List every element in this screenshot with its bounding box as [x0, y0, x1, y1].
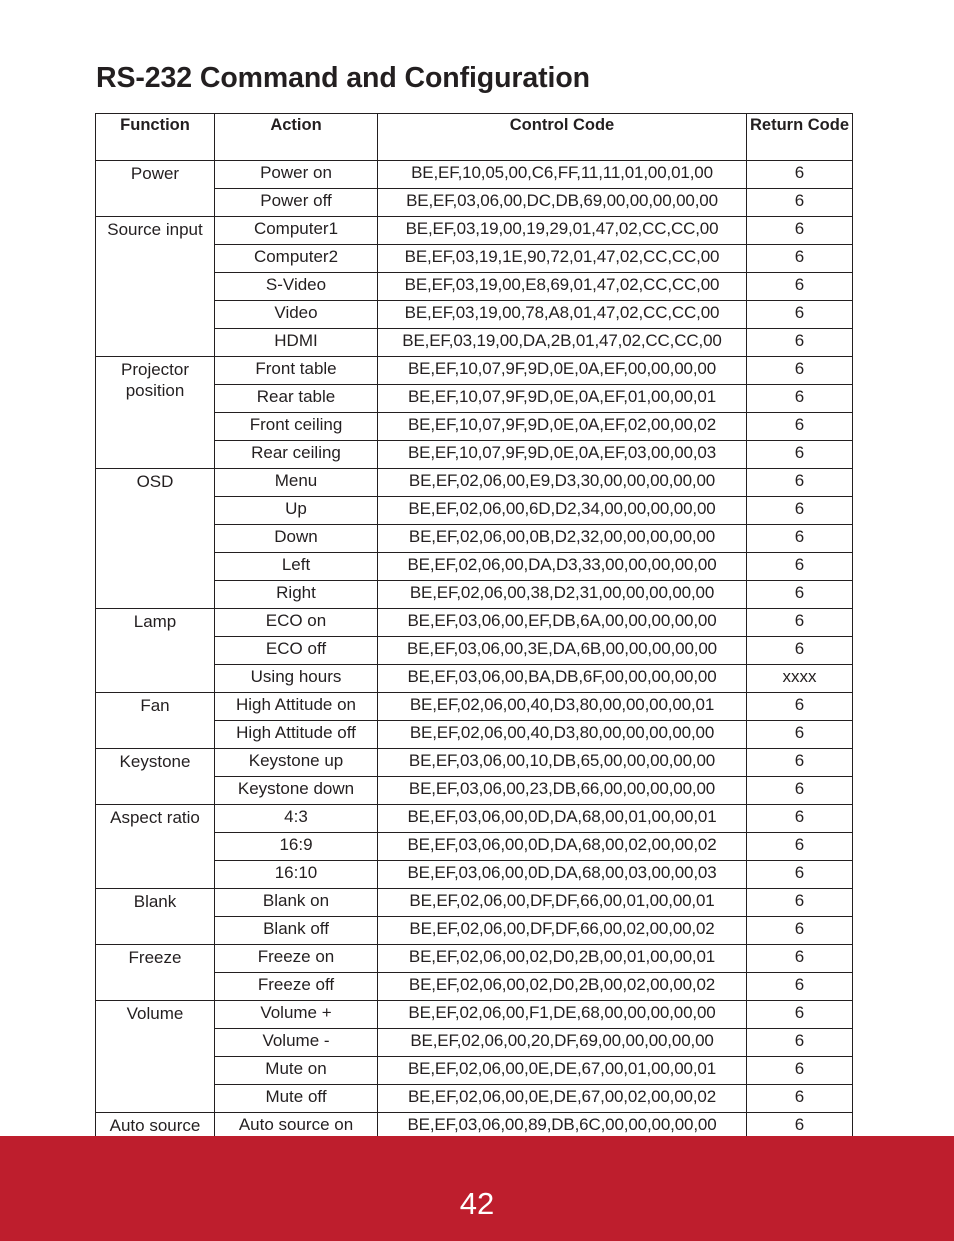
action-cell: Volume - [215, 1029, 378, 1057]
return-code-cell: 6 [747, 917, 853, 945]
action-cell: Freeze off [215, 973, 378, 1001]
control-code-cell: BE,EF,02,06,00,0E,DE,67,00,02,00,00,02 [378, 1085, 747, 1113]
function-cell: Aspect ratio [96, 805, 215, 889]
action-cell: ECO on [215, 609, 378, 637]
return-code-cell: 6 [747, 1001, 853, 1029]
action-cell: Power on [215, 161, 378, 189]
control-code-cell: BE,EF,03,06,00,0D,DA,68,00,03,00,00,03 [378, 861, 747, 889]
function-cell: Fan [96, 693, 215, 749]
control-code-cell: BE,EF,03,06,00,3E,DA,6B,00,00,00,00,00 [378, 637, 747, 665]
function-cell: Keystone [96, 749, 215, 805]
action-cell: ECO off [215, 637, 378, 665]
table-row [96, 805, 853, 833]
action-cell: Rear ceiling [215, 441, 378, 469]
function-cell: OSD [96, 469, 215, 609]
return-code-cell: 6 [747, 777, 853, 805]
action-cell: 16:9 [215, 833, 378, 861]
control-code-cell: BE,EF,10,07,9F,9D,0E,0A,EF,03,00,00,03 [378, 441, 747, 469]
table-row [96, 161, 853, 189]
action-cell: Up [215, 497, 378, 525]
return-code-cell: 6 [747, 525, 853, 553]
action-cell: Video [215, 301, 378, 329]
function-cell: Projector position [96, 357, 215, 469]
return-code-cell: xxxx [747, 665, 853, 693]
action-cell: Front table [215, 357, 378, 385]
action-cell: Rear table [215, 385, 378, 413]
action-cell: Mute on [215, 1057, 378, 1085]
return-code-cell: 6 [747, 581, 853, 609]
control-code-cell: BE,EF,02,06,00,DA,D3,33,00,00,00,00,00 [378, 553, 747, 581]
function-cell: Power [96, 161, 215, 217]
return-code-cell: 6 [747, 805, 853, 833]
return-code-cell: 6 [747, 721, 853, 749]
control-code-cell: BE,EF,03,19,1E,90,72,01,47,02,CC,CC,00 [378, 245, 747, 273]
action-cell: Auto source on [215, 1113, 378, 1141]
return-code-cell: 6 [747, 833, 853, 861]
control-code-cell: BE,EF,03,06,00,10,DB,65,00,00,00,00,00 [378, 749, 747, 777]
return-code-cell: 6 [747, 1113, 853, 1141]
return-code-cell: 6 [747, 553, 853, 581]
control-code-cell: BE,EF,03,06,00,89,DB,6C,00,00,00,00,00 [378, 1113, 747, 1141]
control-code-cell: BE,EF,03,06,00,DC,DB,69,00,00,00,00,00 [378, 189, 747, 217]
control-code-cell: BE,EF,10,07,9F,9D,0E,0A,EF,00,00,00,00 [378, 357, 747, 385]
return-code-cell: 6 [747, 385, 853, 413]
function-cell: Freeze [96, 945, 215, 1001]
header-function: Function [96, 114, 215, 161]
table-row [96, 749, 853, 777]
return-code-cell: 6 [747, 609, 853, 637]
return-code-cell: 6 [747, 273, 853, 301]
control-code-cell: BE,EF,10,05,00,C6,FF,11,11,01,00,01,00 [378, 161, 747, 189]
action-cell: Mute off [215, 1085, 378, 1113]
action-cell: Blank off [215, 917, 378, 945]
action-cell: Keystone up [215, 749, 378, 777]
return-code-cell: 6 [747, 469, 853, 497]
rs232-command-table [95, 113, 853, 1197]
return-code-cell: 6 [747, 637, 853, 665]
action-cell: Computer2 [215, 245, 378, 273]
table-body [96, 161, 853, 1197]
return-code-cell: 6 [747, 693, 853, 721]
action-cell: S-Video [215, 273, 378, 301]
return-code-cell: 6 [747, 1057, 853, 1085]
page-number: 42 [459, 1186, 495, 1221]
header-action: Action [215, 114, 378, 161]
action-cell: Power off [215, 189, 378, 217]
page-title: RS-232 Command and Configuration [96, 62, 590, 94]
action-cell: High Attitude off [215, 721, 378, 749]
return-code-cell: 6 [747, 301, 853, 329]
control-code-cell: BE,EF,10,07,9F,9D,0E,0A,EF,02,00,00,02 [378, 413, 747, 441]
action-cell: Front ceiling [215, 413, 378, 441]
table-row [96, 945, 853, 973]
action-cell: HDMI [215, 329, 378, 357]
table-row [96, 609, 853, 637]
control-code-cell: BE,EF,03,19,00,E8,69,01,47,02,CC,CC,00 [378, 273, 747, 301]
action-cell: Blank on [215, 889, 378, 917]
control-code-cell: BE,EF,10,07,9F,9D,0E,0A,EF,01,00,00,01 [378, 385, 747, 413]
action-cell: Right [215, 581, 378, 609]
return-code-cell: 6 [747, 245, 853, 273]
control-code-cell: BE,EF,03,06,00,EF,DB,6A,00,00,00,00,00 [378, 609, 747, 637]
return-code-cell: 6 [747, 329, 853, 357]
control-code-cell: BE,EF,02,06,00,40,D3,80,00,00,00,00,00 [378, 721, 747, 749]
return-code-cell: 6 [747, 189, 853, 217]
action-cell: Left [215, 553, 378, 581]
header-return-code: Return Code [747, 114, 853, 161]
return-code-cell: 6 [747, 889, 853, 917]
action-cell: Using hours [215, 665, 378, 693]
return-code-cell: 6 [747, 441, 853, 469]
action-cell: 4:3 [215, 805, 378, 833]
return-code-cell: 6 [747, 1085, 853, 1113]
control-code-cell: BE,EF,02,06,00,40,D3,80,00,00,00,00,01 [378, 693, 747, 721]
table-row [96, 693, 853, 721]
control-code-cell: BE,EF,03,06,00,23,DB,66,00,00,00,00,00 [378, 777, 747, 805]
control-code-cell: BE,EF,03,19,00,DA,2B,01,47,02,CC,CC,00 [378, 329, 747, 357]
function-cell: Lamp [96, 609, 215, 693]
control-code-cell: BE,EF,02,06,00,F1,DE,68,00,00,00,00,00 [378, 1001, 747, 1029]
action-cell: Down [215, 525, 378, 553]
action-cell: Menu [215, 469, 378, 497]
action-cell: Freeze on [215, 945, 378, 973]
control-code-cell: BE,EF,03,06,00,BA,DB,6F,00,00,00,00,00 [378, 665, 747, 693]
control-code-cell: BE,EF,03,06,00,0D,DA,68,00,02,00,00,02 [378, 833, 747, 861]
action-cell: Keystone down [215, 777, 378, 805]
table-row [96, 217, 853, 245]
action-cell: 16:10 [215, 861, 378, 889]
control-code-cell: BE,EF,02,06,00,20,DF,69,00,00,00,00,00 [378, 1029, 747, 1057]
return-code-cell: 6 [747, 945, 853, 973]
header-row [96, 114, 853, 161]
control-code-cell: BE,EF,02,06,00,0B,D2,32,00,00,00,00,00 [378, 525, 747, 553]
action-cell: Volume + [215, 1001, 378, 1029]
table-header [96, 114, 853, 161]
return-code-cell: 6 [747, 413, 853, 441]
table-row [96, 357, 853, 385]
action-cell: Computer1 [215, 217, 378, 245]
control-code-cell: BE,EF,02,06,00,DF,DF,66,00,01,00,00,01 [378, 889, 747, 917]
header-control-code: Control Code [378, 114, 747, 161]
control-code-cell: BE,EF,02,06,00,02,D0,2B,00,02,00,00,02 [378, 973, 747, 1001]
control-code-cell: BE,EF,03,19,00,19,29,01,47,02,CC,CC,00 [378, 217, 747, 245]
table-row [96, 1001, 853, 1029]
control-code-cell: BE,EF,02,06,00,38,D2,31,00,00,00,00,00 [378, 581, 747, 609]
return-code-cell: 6 [747, 357, 853, 385]
control-code-cell: BE,EF,02,06,00,DF,DF,66,00,02,00,00,02 [378, 917, 747, 945]
return-code-cell: 6 [747, 1029, 853, 1057]
return-code-cell: 6 [747, 973, 853, 1001]
function-cell: Volume [96, 1001, 215, 1113]
action-cell: High Attitude on [215, 693, 378, 721]
control-code-cell: BE,EF,02,06,00,0E,DE,67,00,01,00,00,01 [378, 1057, 747, 1085]
return-code-cell: 6 [747, 497, 853, 525]
table-row [96, 889, 853, 917]
table-row [96, 469, 853, 497]
return-code-cell: 6 [747, 861, 853, 889]
return-code-cell: 6 [747, 217, 853, 245]
function-cell: Auto source [96, 1113, 215, 1169]
control-code-cell: BE,EF,02,06,00,02,D0,2B,00,01,00,00,01 [378, 945, 747, 973]
control-code-cell: BE,EF,03,06,00,0D,DA,68,00,01,00,00,01 [378, 805, 747, 833]
return-code-cell: 6 [747, 749, 853, 777]
control-code-cell: BE,EF,02,06,00,E9,D3,30,00,00,00,00,00 [378, 469, 747, 497]
control-code-cell: BE,EF,02,06,00,6D,D2,34,00,00,00,00,00 [378, 497, 747, 525]
function-cell: Blank [96, 889, 215, 945]
function-cell: Source input [96, 217, 215, 357]
return-code-cell: 6 [747, 161, 853, 189]
control-code-cell: BE,EF,03,19,00,78,A8,01,47,02,CC,CC,00 [378, 301, 747, 329]
